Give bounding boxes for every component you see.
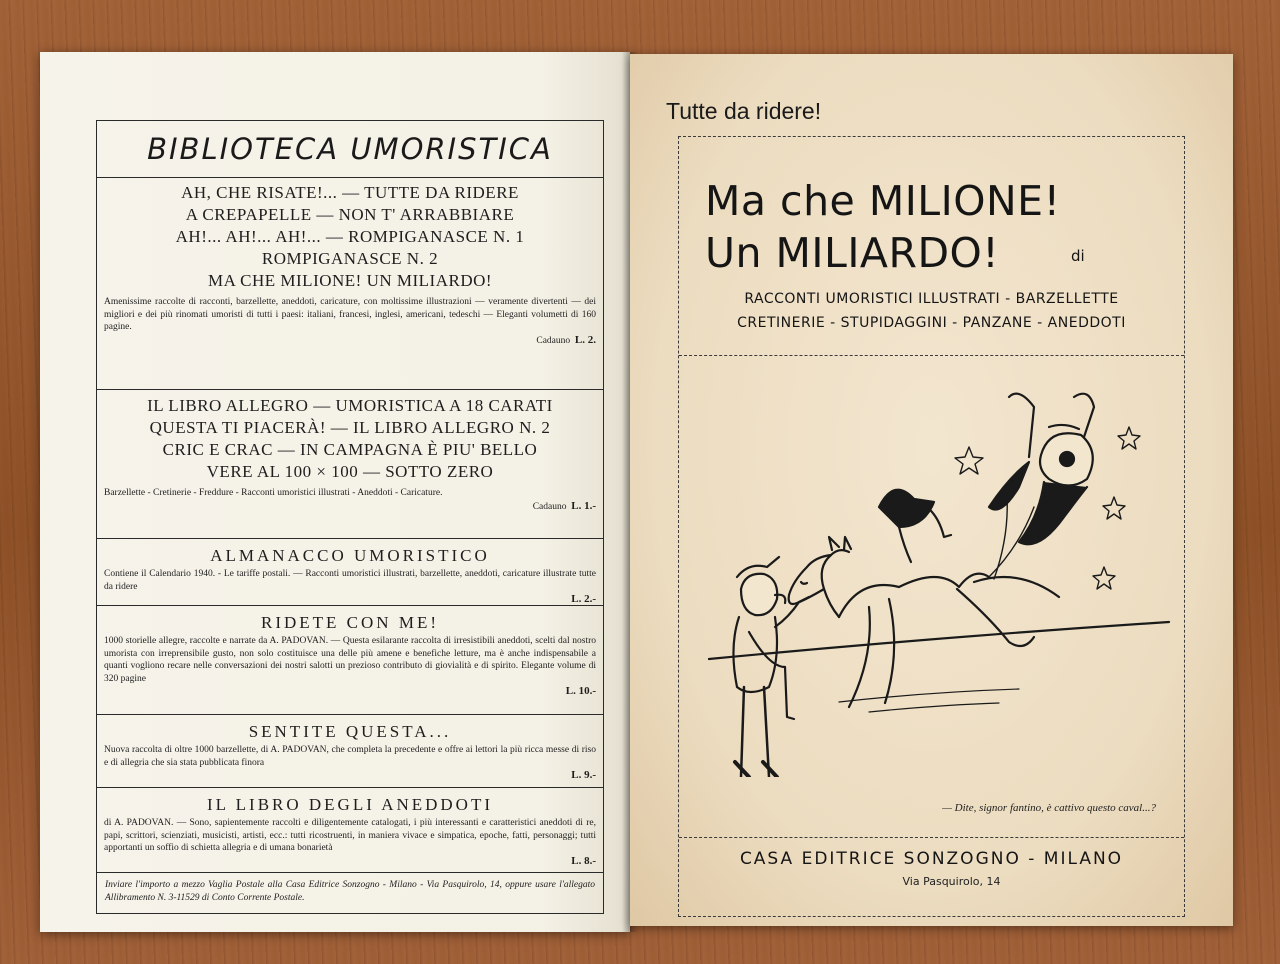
price: L. 2.- — [571, 593, 596, 605]
main-title-line-2: Un MILIARDO! — [705, 229, 1000, 277]
dashed-divider — [679, 837, 1184, 838]
book-list-line: VERE AL 100 × 100 — SOTTO ZERO — [206, 462, 494, 481]
catalog-box — [96, 120, 604, 914]
book-list-line: QUESTA TI PIACERÀ! — IL LIBRO ALLEGRO N. 2 — [149, 418, 551, 437]
book-list-line: ROMPIGANASCE N. 2 — [261, 249, 439, 268]
catalog-block-3 — [97, 540, 603, 606]
block-heading: ALMANACCO UMORISTICO — [210, 546, 490, 565]
book-list-line: A CREPAPELLE — NON T' ARRABBIARE — [185, 205, 515, 224]
price: L. 9.- — [571, 769, 596, 781]
catalog-block-4 — [97, 607, 603, 715]
each-label: Cadauno — [536, 335, 571, 346]
block-heading: SENTITE QUESTA... — [248, 722, 452, 741]
publisher-address: Via Pasquirolo, 14 — [902, 875, 1001, 888]
saddle — [879, 490, 934, 527]
price: L. 8.- — [571, 854, 596, 867]
horse-leg — [849, 607, 870, 707]
footer-note: Inviare l'importo a mezzo Vaglia Postale alla Casa Editrice Sonzogno - Milano - Via Pasquirolo, 14, oppure usare l'allegato Allibramento N. 3-11529 di Conto Corrente Postale. — [105, 880, 595, 903]
price: L. 1.- — [571, 499, 596, 512]
each-label: Cadauno — [532, 501, 567, 512]
block-heading: RIDETE CON ME! — [261, 613, 439, 632]
subtitle-line-1: RACCONTI UMORISTICI ILLUSTRATI - BARZELLETTE — [744, 291, 1119, 307]
price-row — [104, 855, 596, 867]
order-instructions — [97, 873, 603, 913]
book-list-line: AH!... AH!... AH!... — ROMPIGANASCE N. 1 — [175, 227, 525, 246]
price-row — [104, 769, 596, 781]
price-row — [104, 500, 596, 513]
right-page — [630, 54, 1233, 926]
dashed-divider — [679, 355, 1184, 356]
price: L. 2. — [574, 333, 596, 346]
star-icon — [955, 447, 983, 474]
jockey-cap — [1049, 425, 1079, 429]
di-label: di — [1071, 247, 1085, 265]
block-description: Amenissime raccolte di racconti, barzellette, aneddoti, caricature, con moltissime illustrazioni — veramente divertenti — dei migliori e dei più rinomati umoristi di tutti i paesi: italiani, francesi, inglesi, americani, tedeschi — Eleganti volumetti di 160 pagine. — [104, 297, 596, 332]
price-row — [104, 593, 596, 605]
block-heading: IL LIBRO DEGLI ANEDDOTI — [206, 795, 494, 814]
book-list-line: MA CHE MILIONE! UN MILIARDO! — [207, 271, 493, 290]
cartoon-illustration — [689, 367, 1176, 777]
book-list-line: AH, CHE RISATE!... — TUTTE DA RIDERE — [181, 183, 519, 202]
block-description: Nuova raccolta di oltre 1000 barzellette, di A. PADOVAN, che completa la precedente e offre ai lettori la più ricca messe di riso e di allegria che sia stata pubblicata finora — [104, 745, 596, 768]
price: L. 10.- — [565, 685, 596, 697]
subtitle-line-2: CRETINERIE - STUPIDAGGINI - PANZANE - ANEDDOTI — [737, 315, 1126, 331]
price-row — [104, 685, 596, 697]
catalog-block-6 — [97, 789, 603, 873]
book-list-line: IL LIBRO ALLEGRO — UMORISTICA A 18 CARATI — [147, 396, 553, 415]
horse-body — [839, 574, 989, 617]
price-row — [104, 334, 596, 347]
title-box — [678, 136, 1185, 917]
main-title-line-1: Ma che MILIONE! — [705, 177, 1061, 225]
catalog-block-1 — [97, 178, 603, 390]
catalog-title: BIBLIOTECA UMORISTICA — [97, 121, 603, 178]
left-page — [40, 52, 630, 932]
catalog-block-5 — [97, 716, 603, 788]
man-head — [741, 574, 777, 615]
block-description: 1000 storielle allegre, raccolte e narrate da A. PADOVAN. — Questa esilarante raccolta di irresistibili aneddoti, scelti dal nostro umorista con irreprensibile gusto, non solo costituisce una delle più amene e benefiche letture, ma è anche indispensabile a quanti vogliono recare nelle conversazioni dei nostri salotti un prezioso contributo di giovialità e di spirito. Elegante volume di 320 pagine — [104, 636, 596, 684]
publisher-name: CASA EDITRICE SONZOGNO - MILANO — [739, 849, 1124, 869]
block-description: Barzellette - Cretinerie - Freddure - Racconti umoristici illustrati - Aneddoti - Caricature. — [104, 488, 443, 498]
book-list-line: CRIC E CRAC — IN CAMPAGNA È PIU' BELLO — [162, 440, 538, 459]
illustration-caption: — Dite, signor fantino, è cattivo questo caval...? — [942, 802, 1156, 814]
tagline: Tutte da ridere! — [666, 98, 822, 124]
block-description: Contiene il Calendario 1940. - Le tariffe postali. — Racconti umoristici illustrati, barzellette, aneddoti, caricature illustrate tutte da ridere — [104, 569, 596, 592]
catalog-block-2 — [97, 391, 603, 539]
block-description: di A. PADOVAN. — Sono, sapientemente raccolti e diligentemente catalogati, i più interessanti e caratteristici aneddoti di re, papi, scrittori, scienziati, musicisti, artisti, ecc.: tutti ricostruenti, in maniera vivace e simpatica, epoche, fatti, personaggi; tutti apportanti un soffio di schietta allegria e di umana bonarietà — [104, 818, 596, 853]
